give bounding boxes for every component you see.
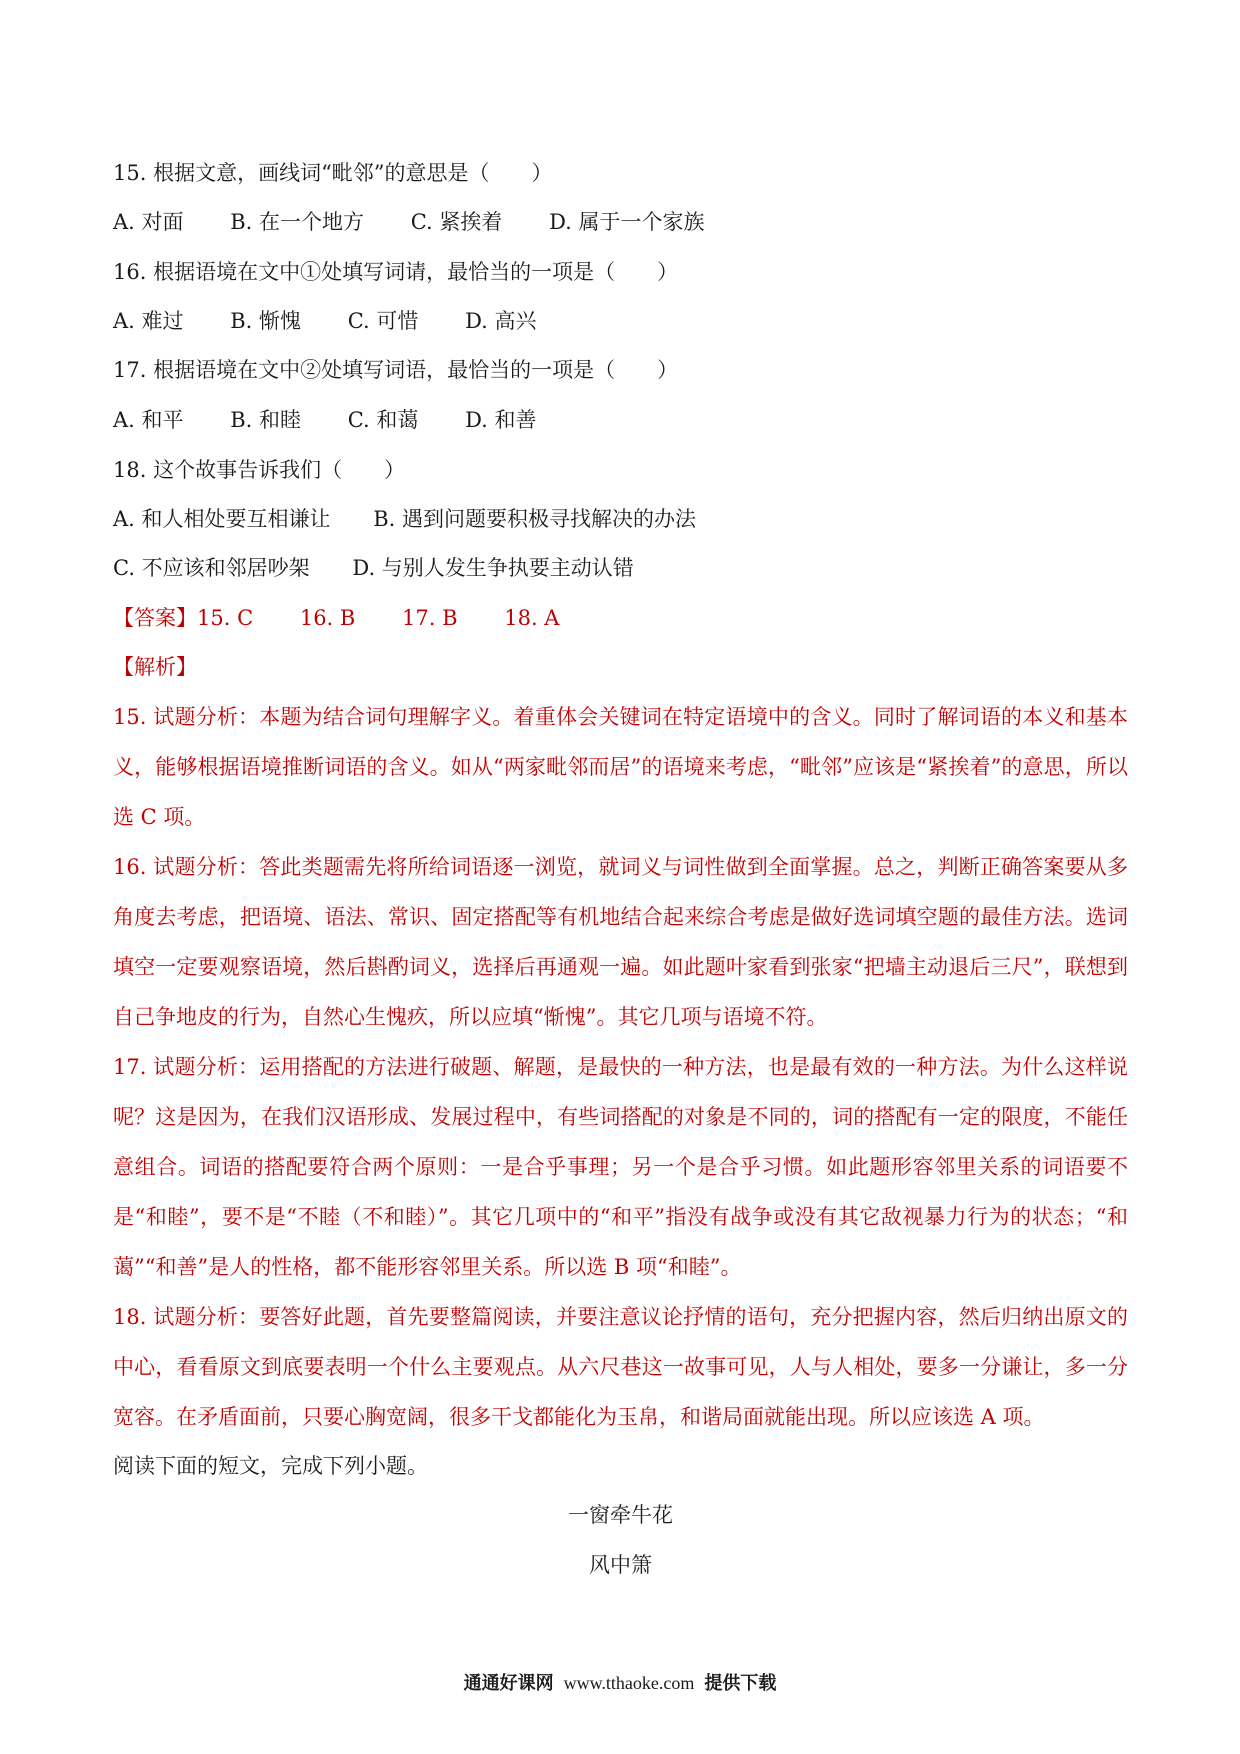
analysis-paragraph-15: 15. 试题分析：本题为结合词句理解字义。着重体会关键词在特定语境中的含义。同时了解词语的本义和基本义，能够根据语境推断词语的含义。如从“两家毗邻而居”的语境来考虑，“毗邻”应该是“紧挨着”的意思，所以选 C 项。 — [113, 705, 1128, 829]
footer-download-text: 提供下载 — [704, 1673, 777, 1694]
option-b: B. 惭愧 — [230, 309, 302, 333]
question-18-options-row1 — [113, 504, 1128, 534]
option-c: C. 可惜 — [347, 309, 419, 333]
answer-item: 16. B — [299, 606, 356, 630]
option-c: C. 和蔼 — [347, 408, 419, 432]
answer-item: 15. C — [197, 606, 254, 630]
question-18-stem: 18. 这个故事告诉我们（ ） — [113, 458, 406, 482]
question-17-stem: 17. 根据语境在文中②处填写词语，最恰当的一项是（ ） — [113, 358, 679, 382]
footer-url[interactable]: www.tthaoke.com — [563, 1673, 695, 1693]
option-d: D. 高兴 — [465, 309, 537, 333]
option-a: A. 和平 — [113, 408, 184, 432]
option-d: D. 属于一个家族 — [549, 210, 705, 234]
footer-site-name: 通通好课网 — [463, 1673, 554, 1694]
option-a: A. 和人相处要互相谦让 — [113, 507, 331, 531]
option-a: A. 对面 — [113, 210, 184, 234]
option-d: D. 与别人发生争执要主动认错 — [352, 556, 634, 580]
reading-intro: 阅读下面的短文，完成下列小题。 — [113, 1454, 428, 1478]
analysis-paragraph-18: 18. 试题分析：要答好此题，首先要整篇阅读，并要注意议论抒情的语句，充分把握内容，然后归纳出原文的中心，看看原文到底要表明一个什么主要观点。从六尺巷这一故事可见，人与人相处，要多一分谦让，多一分宽容。在矛盾面前，只要心胸宽阔，很多干戈都能化为玉帛，和谐局面就能出现。所以应该选 A 项。 — [113, 1305, 1128, 1429]
question-18-options-row2 — [113, 553, 1128, 583]
option-c: C. 不应该和邻居吵架 — [113, 556, 310, 580]
passage-title: 一窗牵牛花 — [568, 1503, 673, 1527]
page-footer — [0, 1669, 1240, 1695]
passage-author: 风中箫 — [589, 1553, 652, 1577]
answer-item: 18. A — [504, 606, 560, 630]
option-c: C. 紧挨着 — [410, 210, 503, 234]
analysis-label: 【解析】 — [113, 655, 197, 679]
question-15-stem: 15. 根据文意，画线词“毗邻”的意思是（ ） — [113, 161, 553, 185]
option-d: D. 和善 — [465, 408, 537, 432]
answer-item: 17. B — [402, 606, 458, 630]
analysis-paragraph-16: 16. 试题分析：答此类题需先将所给词语逐一浏览，就词义与词性做到全面掌握。总之，判断正确答案要从多角度去考虑，把语境、语法、常识、固定搭配等有机地结合起来综合考虑是做好选词填空题的最佳方法。选词填空一定要观察语境，然后斟酌词义，选择后再通观一遍。如此题叶家看到张家“把墙主动退后三尺”，联想到自己争地皮的行为，自然心生愧疚，所以应填“惭愧”。其它几项与语境不符。 — [113, 855, 1128, 1029]
option-b: B. 遇到问题要积极寻找解决的办法 — [373, 507, 696, 531]
question-15-options — [113, 207, 1128, 237]
answer-line — [113, 603, 1128, 633]
option-b: B. 和睦 — [230, 408, 302, 432]
question-16-stem: 16. 根据语境在文中①处填写词请，最恰当的一项是（ ） — [113, 260, 679, 284]
option-b: B. 在一个地方 — [230, 210, 365, 234]
question-17-options — [113, 405, 1128, 435]
option-a: A. 难过 — [113, 309, 184, 333]
question-16-options — [113, 306, 1128, 336]
answer-label: 【答案】 — [113, 606, 197, 630]
analysis-paragraph-17: 17. 试题分析：运用搭配的方法进行破题、解题，是最快的一种方法，也是最有效的一种方法。为什么这样说呢？这是因为，在我们汉语形成、发展过程中，有些词搭配的对象是不同的，词的搭配有一定的限度，不能任意组合。词语的搭配要符合两个原则：一是合乎事理；另一个是合乎习惯。如此题形容邻里关系的词语要不是“和睦”，要不是“不睦（不和睦）”。其它几项中的“和平”指没有战争或没有其它敌视暴力行为的状态；“和蔼”“和善”是人的性格，都不能形容邻里关系。所以选 B 项“和睦”。 — [113, 1055, 1128, 1279]
